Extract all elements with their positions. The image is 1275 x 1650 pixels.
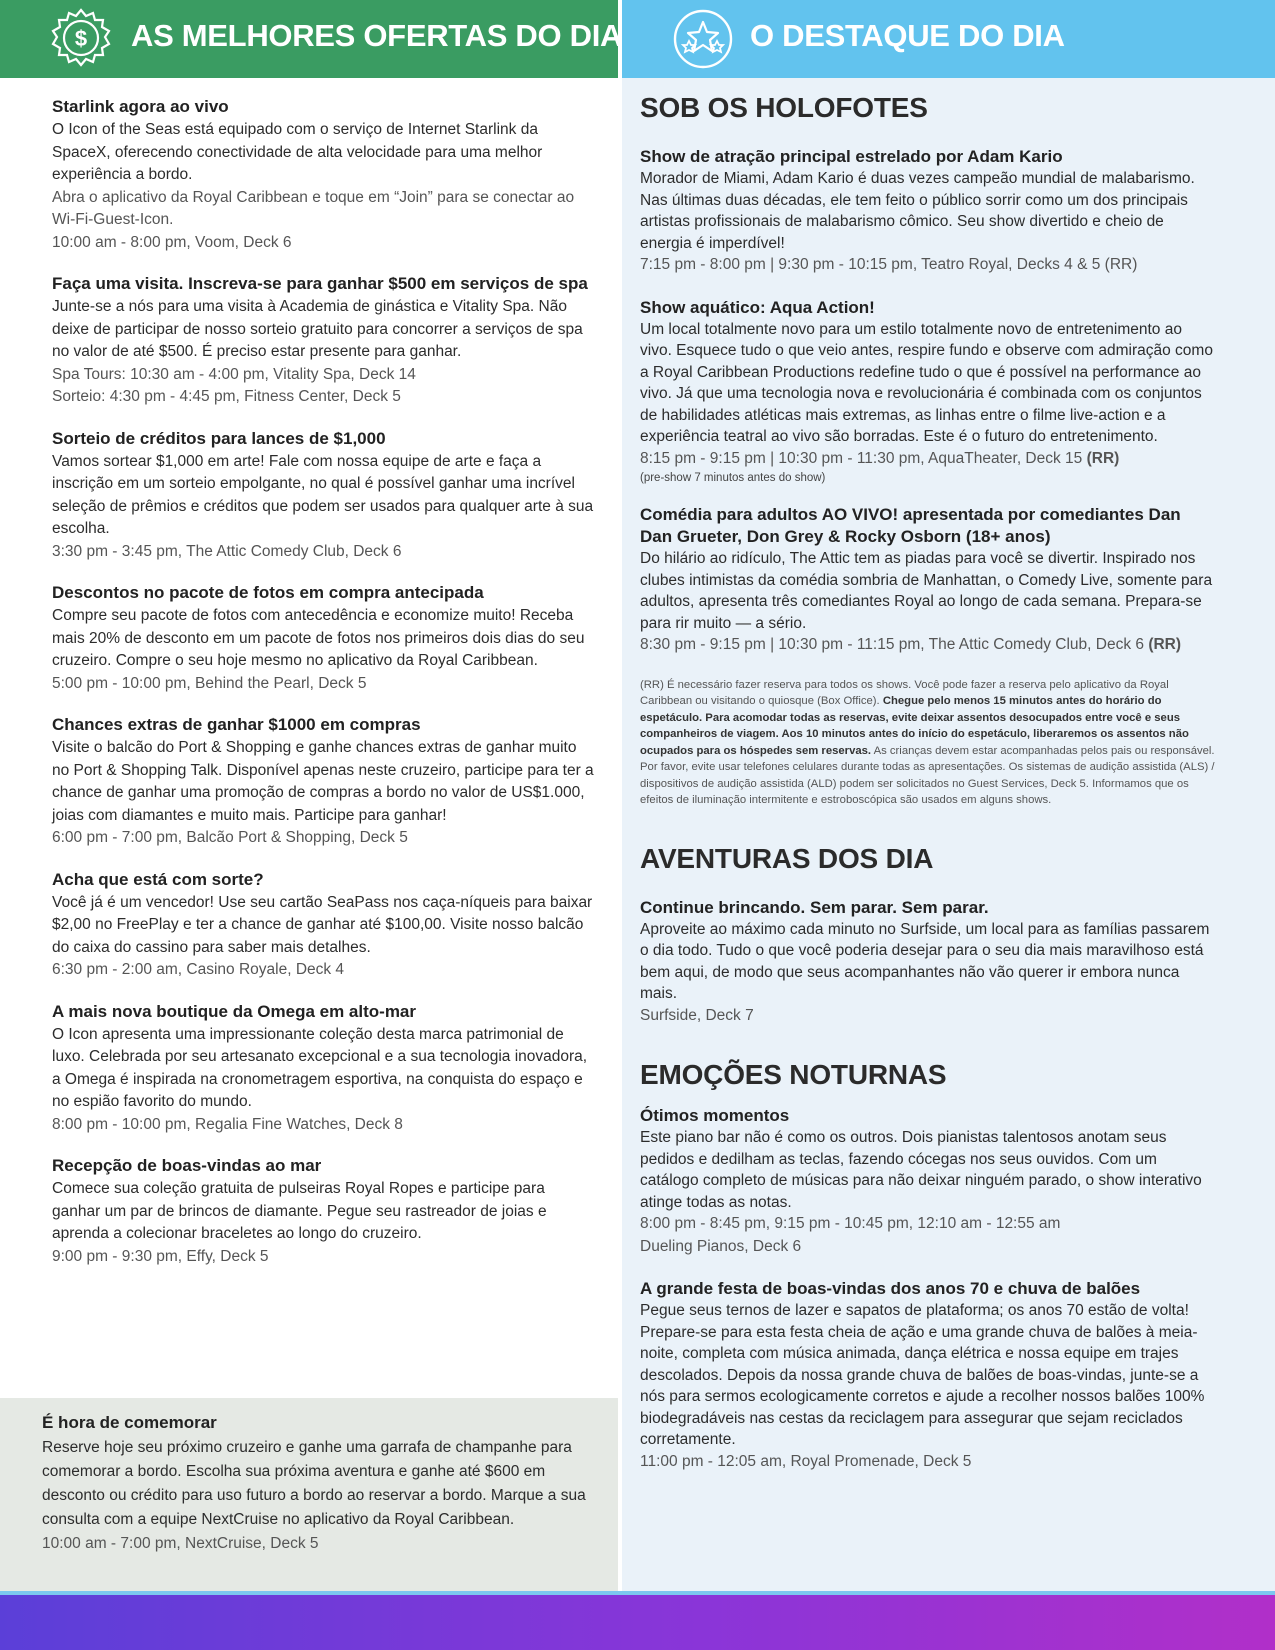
offer-casino xyxy=(52,869,597,982)
offer-title: Acha que está com sorte? xyxy=(52,869,264,889)
offer-title: Sorteio de créditos para lances de $1,000 xyxy=(52,428,386,448)
adventure-body: Aproveite ao máximo cada minuto no Surfside, um local para as famílias passarem o dia todo. Tudo o que você poderia desejar para o seu dia mais maravilhoso está bem aqui, de modo que seus acompanhantes não vão querer ir embora nunca mais. xyxy=(640,920,1210,1002)
offer-title: Recepção de boas-vindas ao mar xyxy=(52,1156,322,1175)
disclaimer-intro: (RR) É necessário fazer reserva para todos os shows. Você pode fazer a reserva pelo aplicativo da Royal Caribbean ou visitando o quiosque (Box Office). xyxy=(640,678,1169,707)
promo-body: Reserve hoje seu próximo cruzeiro e ganhe uma garrafa de champanhe para comemorar a bordo. Escolha sua próxima aventura e ganhe até $600 em desconto ou crédito para uso futuro a bordo ao reservar a bordo. Marque a sua consulta com a equipe NextCruise no aplicativo da Royal Caribbean. xyxy=(42,1439,586,1528)
nightlife-heading: EMOÇÕES NOTURNAS xyxy=(640,1059,947,1090)
offer-title: Chances extras de ganhar $1000 em compras xyxy=(52,715,421,734)
offers-title: AS MELHORES OFERTAS DO DIA xyxy=(131,18,623,53)
offer-photo-package xyxy=(52,582,597,695)
show-time: 8:15 pm - 9:15 pm | 10:30 pm - 11:30 pm, AquaTheater, Deck 15 xyxy=(640,449,1083,467)
spotlight-heading: SOB OS HOLOFOTES xyxy=(640,92,928,123)
offer-time: 6:00 pm - 7:00 pm, Balcão Port & Shopping, Deck 5 xyxy=(52,829,408,846)
show-time: 7:15 pm - 8:00 pm | 9:30 pm - 10:15 pm, Teatro Royal, Decks 4 & 5 (RR) xyxy=(640,256,1138,273)
dollar-badge-icon xyxy=(50,8,112,70)
offer-body: O Icon of the Seas está equipado com o serviço de Internet Starlink da SpaceX, oferecendo conectividade de alta velocidade para uma melhor experiência a bordo. xyxy=(52,121,543,183)
show-time-line xyxy=(640,634,1215,657)
offer-title: Faça uma visita. Inscreva-se para ganhar $500 em serviços de spa xyxy=(52,274,588,293)
footer-gradient-bar xyxy=(0,1595,1275,1650)
reservation-required-badge: (RR) xyxy=(1086,449,1120,467)
highlight-header xyxy=(622,0,1275,78)
promo-title: É hora de comemorar xyxy=(42,1413,217,1432)
show-title: Show de atração principal estrelado por Adam Kario xyxy=(640,147,1063,166)
offers-list xyxy=(52,96,597,1287)
offer-art-credits xyxy=(52,428,597,564)
night-venue: Dueling Pianos, Deck 6 xyxy=(640,1237,802,1255)
offer-title: Starlink agora ao vivo xyxy=(52,97,229,116)
offer-title: Descontos no pacote de fotos em compra antecipada xyxy=(52,583,484,602)
offer-body: Compre seu pacote de fotos com antecedência e economize muito! Receba mais 20% de desconto em um pacote de fotos nos primeiros dois dias do seu cruzeiro. Compre o seu hoje mesmo no aplicativo da Royal Caribbean. xyxy=(52,607,585,669)
show-comedy xyxy=(640,504,1215,657)
promo-box xyxy=(0,1398,618,1595)
offer-welcome-reception xyxy=(52,1155,597,1268)
offer-body: Vamos sortear $1,000 em arte! Fale com nossa equipe de arte e faça a inscrição em um sorteio empolgante, no qual é possível ganhar uma incrível seleção de prêmios e créditos que podem ser usados para qualquer arte à sua escolha. xyxy=(52,452,594,537)
show-body: Um local totalmente novo para um estilo totalmente novo de entretenimento ao vivo. Esquece tudo o que veio antes, respire fundo e observe com admiração como a Royal Caribbean Productions redefine tudo o que é possível na performance ao vivo. Já que uma tecnologia nova e revolucionária é combinada com os conjuntos de habilidades atléticas mais extremas, as linhas entre o filme live-action e a experiência teatral ao vivo são borradas. Este é o futuro do entretenimento. xyxy=(640,320,1213,445)
night-70s-party xyxy=(640,1278,1215,1473)
night-title: A grande festa de boas-vindas dos anos 70 e chuva de balões xyxy=(640,1279,1141,1298)
offer-body: Visite o balcão do Port & Shopping e ganhe chances extras de ganhar muito no Port & Shopping Talk. Disponível apenas neste cruzeiro, participe para ter a chance de ganhar uma promoção de compras a bordo no valor de US$1.000, joias com diamantes e muito mais. Participe para ganhar! xyxy=(52,739,594,824)
adventure-title: Continue brincando. Sem parar. Sem parar. xyxy=(640,897,989,917)
night-time: 11:00 pm - 12:05 am, Royal Promenade, Deck 5 xyxy=(640,1452,972,1470)
offer-time: 6:30 pm - 2:00 am, Casino Royale, Deck 4 xyxy=(52,961,345,978)
offer-omega xyxy=(52,1001,597,1137)
offer-time: 10:00 am - 8:00 pm, Voom, Deck 6 xyxy=(52,233,292,251)
show-aqua-action xyxy=(640,297,1215,485)
offers-header xyxy=(0,0,623,78)
adventures-heading: AVENTURAS DOS DIA xyxy=(640,842,934,874)
reservation-required-badge: (RR) xyxy=(1148,636,1182,653)
offer-time: 3:30 pm - 3:45 pm, The Attic Comedy Club, Deck 6 xyxy=(52,542,402,560)
offer-starlink xyxy=(52,96,597,254)
offer-body: Você já é um vencedor! Use seu cartão SeaPass nos caça-níqueis para baixar $2,00 no FreePlay e ter a chance de ganhar até $100,00. Visite nosso balcão do caixa do cassino para saber mais detalhes. xyxy=(52,893,593,956)
offer-spa xyxy=(52,273,597,409)
reservation-disclaimer xyxy=(640,677,1215,809)
offer-title: A mais nova boutique da Omega em alto-mar xyxy=(52,1001,417,1021)
offer-time: Sorteio: 4:30 pm - 4:45 pm, Fitness Center, Deck 5 xyxy=(52,388,401,405)
highlight-title: O DESTAQUE DO DIA xyxy=(750,18,1065,53)
disclaimer-rest: As crianças devem estar acompanhadas pelos pais ou responsável. Por favor, evite usar telefones celulares durante todas as apresentações. Os sistemas de audição assistida (ALS) / dispositivos de audição assistida (ALD) podem ser solicitados no Guest Services, Deck 5. Informamos que os efeitos de iluminação intermitente e estroboscópica são usados em alguns shows. xyxy=(640,744,1215,806)
offer-time: 8:00 pm - 10:00 pm, Regalia Fine Watches, Deck 8 xyxy=(52,1115,403,1133)
offer-body: Comece sua coleção gratuita de pulseiras Royal Ropes e participe para ganhar um par de brincos de diamante. Pegue seu rastreador de joias e aprenda a colecionar braceletes ao longo do cruzeiro. xyxy=(52,1180,547,1242)
svg-text:$: $ xyxy=(74,26,88,51)
preshow-note: (pre-show 7 minutos antes do show) xyxy=(640,472,826,484)
show-time-line xyxy=(640,448,1215,471)
offer-time: Spa Tours: 10:30 am - 4:00 pm, Vitality Spa, Deck 14 xyxy=(52,365,416,383)
disclaimer-important: Chegue pelo menos 15 minutos antes do horário do espetáculo. Para acomodar todas as reservas, evite deixar assentos desocupados entre você e seus companheiros de viagem. Aos 10 minutos antes do início do espetáculo, liberaremos os assentos não ocupados para os hóspedes sem reservas. xyxy=(640,695,1189,757)
promo-time: 10:00 am - 7:00 pm, NextCruise, Deck 5 xyxy=(42,1535,319,1552)
offer-time: 5:00 pm - 10:00 pm, Behind the Pearl, Deck 5 xyxy=(52,674,367,692)
night-body: Este piano bar não é como os outros. Dois pianistas talentosos anotam seus pedidos e dedilham as teclas, fazendo cócegas nos seus ouvidos. Com um catálogo completo de músicas para não deixar ninguém parado, o show interativo atinge todas as notas. xyxy=(640,1129,1202,1211)
show-title: Comédia para adultos AO VIVO! apresentada por comediantes Dan Dan Grueter, Don Grey & Rocky Osborn (18+ anos) xyxy=(640,505,1181,546)
night-time: 8:00 pm - 8:45 pm, 9:15 pm - 10:45 pm, 12:10 am - 12:55 am xyxy=(640,1215,1061,1232)
night-title: Ótimos momentos xyxy=(640,1106,790,1125)
offer-body: O Icon apresenta uma impressionante coleção desta marca patrimonial de luxo. Celebrada por seu artesanato excepcional e a sua tecnologia inovadora, a Omega é inspirada na cronometragem esportiva, na conquista do espaço e no espião favorito do mundo. xyxy=(52,1025,588,1110)
column-divider xyxy=(618,0,622,1595)
show-body: Morador de Miami, Adam Kario é duas vezes campeão mundial de malabarismo. Nas últimas duas décadas, ele tem feito o público sorrir como um dos principais artistas profissionais de malabarismo cômico. Seu show divertido e cheio de energia é imperdível! xyxy=(640,170,1195,252)
highlight-list xyxy=(640,92,1215,1493)
offer-shopping xyxy=(52,714,597,850)
offer-body: Junte-se a nós para uma visita à Academia de ginástica e Vitality Spa. Não deixe de participar de nosso sorteio gratuito para concorrer a serviços de spa no valor de até $500. É preciso estar presente para ganhar. xyxy=(52,298,583,360)
adventure-time: Surfside, Deck 7 xyxy=(640,1006,754,1024)
show-title: Show aquático: Aqua Action! xyxy=(640,297,875,317)
show-time: 8:30 pm - 9:15 pm | 10:30 pm - 11:15 pm, The Attic Comedy Club, Deck 6 xyxy=(640,636,1144,653)
night-dueling-pianos xyxy=(640,1105,1215,1258)
show-adam-kario xyxy=(640,146,1215,277)
offer-detail: Abra o aplicativo da Royal Caribbean e toque em “Join” para se conectar ao Wi-Fi-Guest-Icon. xyxy=(52,188,575,228)
show-body: Do hilário ao ridículo, The Attic tem as piadas para você se divertir. Inspirado nos clubes intimistas da comédia sombria de Manhattan, o Comedy Live, somente para adultos, apresenta três comediantes Royal ao longo de cada semana. Prepara-se para rir muito — a sério. xyxy=(640,550,1213,632)
offer-time: 9:00 pm - 9:30 pm, Effy, Deck 5 xyxy=(52,1247,269,1265)
adventure-surfside xyxy=(640,897,1215,1028)
night-body: Pegue seus ternos de lazer e sapatos de plataforma; os anos 70 estão de volta! Prepare-se para esta festa cheia de ação e uma grande chuva de balões à meia-noite, completa com música animada, dança elétrica e nossa equipe em trajes descolados. Depois da nossa grande chuva de balões de boas-vindas, junte-se a nós para sermos ecologicamente corretos e ajude a recolher nossos balões 100% biodegradáveis nas cestas da reciclagem para assegurar que sejam reciclados corretamente. xyxy=(640,1302,1205,1448)
stars-badge-icon xyxy=(672,8,734,70)
